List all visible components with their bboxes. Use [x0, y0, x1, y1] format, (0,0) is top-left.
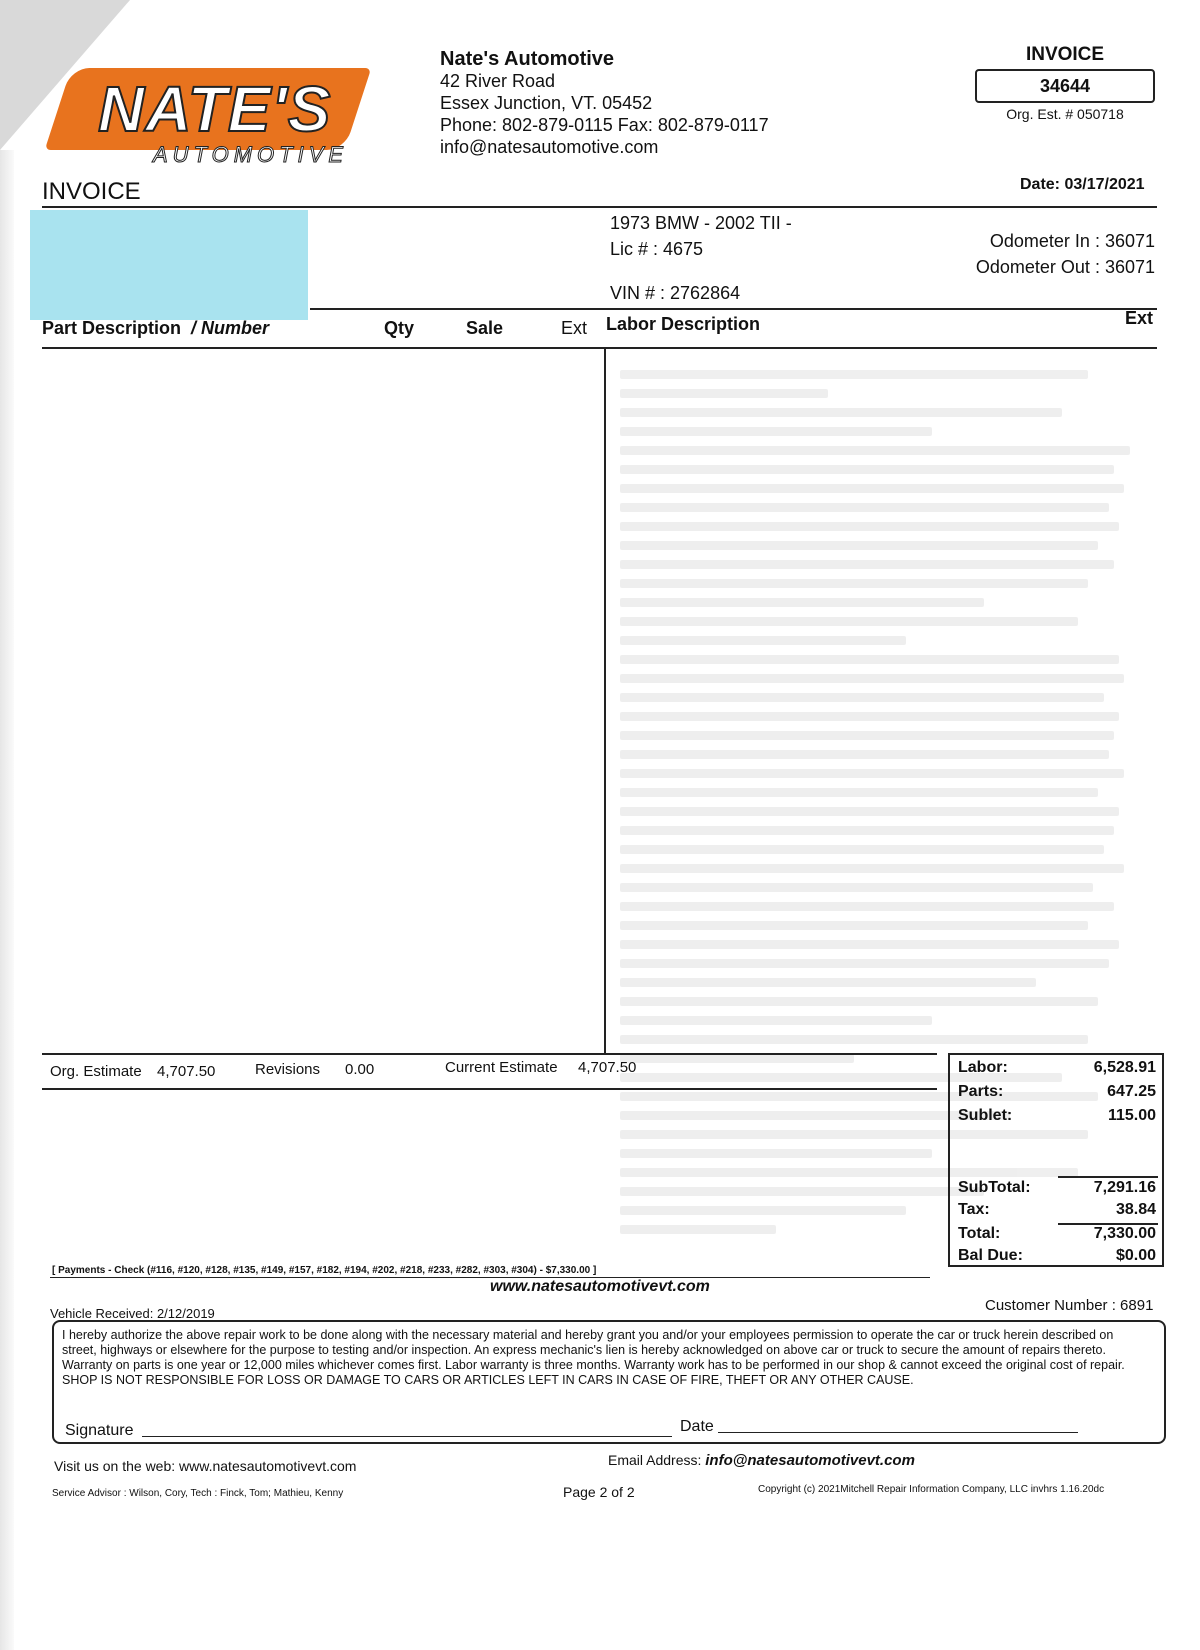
- totals-separator: [1058, 1176, 1158, 1178]
- invoice-number-block: [975, 44, 1155, 122]
- col-sale: Sale: [466, 318, 504, 338]
- logo-subtitle: AUTOMOTIVE: [153, 142, 349, 167]
- revisions-value: 0.00: [345, 1061, 375, 1078]
- subtotal-value: 7,291.16: [1093, 1179, 1156, 1196]
- balance-due-value: $0.00: [1115, 1247, 1156, 1264]
- parts-label: Parts:: [958, 1083, 1004, 1100]
- company-logo: [58, 60, 378, 172]
- column-headers: [0, 308, 1200, 348]
- footer-email-value: info@natesautomotivevt.com: [705, 1452, 915, 1469]
- revisions-label: Revisions: [255, 1061, 321, 1078]
- divider: [42, 206, 1157, 208]
- invoice-title: INVOICE: [42, 178, 141, 205]
- shop-info: [440, 48, 769, 158]
- col-part-description: Part Description: [42, 318, 182, 338]
- vehicle-description: 1973 BMW - 2002 TII -: [610, 213, 792, 233]
- invoice-number: 34644: [975, 69, 1155, 103]
- odometer-in: Odometer In : 36071: [989, 231, 1155, 251]
- vehicle-info: [610, 210, 792, 306]
- redacted-customer-info: [30, 210, 308, 320]
- authorization-terms: I hereby authorize the above repair work to be done along with the necessary material and hereby grant you and/or your employees permission to operate the car or truck herein described on street, highways or elsewhere for the purpose to testing and/or inspection. An express mechanic's lien is hereby acknowledged on above car or truck to secure the amount of repairs thereto. Warranty on parts is one year or 12,000 miles whichever comes first. Labor warranty is three months. Warranty work has to be performed in our shop & cannot exceed the original cost of repair. SHOP IS NOT RESPONSIBLE FOR LOSS OR DAMAGE TO CARS OR ARTICLES LEFT IN CARS IN CASE OF FIRE, THEFT OR ANY OTHER CAUSE.: [62, 1328, 1125, 1387]
- col-qty: Qty: [384, 318, 415, 338]
- org-estimate-label: Org. Estimate: [50, 1063, 142, 1080]
- vehicle-received-date: Vehicle Received: 2/12/2019: [50, 1306, 215, 1321]
- total-row: [958, 1225, 1156, 1247]
- invoice-date: Date: 03/17/2021: [1020, 176, 1145, 193]
- signature-date-label: Date: [680, 1418, 714, 1435]
- vin-number: VIN # : 2762864: [610, 283, 741, 303]
- current-estimate-label: Current Estimate: [445, 1059, 558, 1076]
- org-estimate-number: Org. Est. # 050718: [1006, 106, 1124, 122]
- tax-label: Tax:: [958, 1201, 990, 1218]
- customer-number: Customer Number : 6891: [985, 1297, 1154, 1314]
- sublet-total-row: [958, 1107, 1156, 1129]
- col-labor-ext: Ext: [1125, 308, 1154, 328]
- shop-address-line2: Essex Junction, VT. 05452: [440, 93, 653, 113]
- tax-row: [958, 1201, 1156, 1223]
- page-number: Page 2 of 2: [563, 1484, 635, 1500]
- col-labor-description: Labor Description: [606, 314, 761, 334]
- balance-due-label: Bal Due:: [958, 1247, 1023, 1264]
- balance-due-row: [958, 1247, 1156, 1269]
- subtotal-label: SubTotal:: [958, 1179, 1031, 1196]
- tax-value: 38.84: [1115, 1201, 1156, 1218]
- totals-box: [948, 1053, 1164, 1267]
- parts-value: 647.25: [1107, 1083, 1156, 1100]
- invoice-label: INVOICE: [1025, 44, 1105, 65]
- subtotal-row: [958, 1179, 1156, 1201]
- col-ext: Ext: [561, 318, 588, 338]
- sublet-label: Sublet:: [958, 1107, 1013, 1124]
- footer-website: Visit us on the web: www.natesautomotivevt.com: [54, 1458, 357, 1474]
- service-advisor-line: Service Advisor : Wilson, Cory, Tech : Finck, Tom; Mathieu, Kenny: [52, 1488, 344, 1499]
- copyright-line: Copyright (c) 2021Mitchell Repair Information Company, LLC invhrs 1.16.20dc: [758, 1484, 1105, 1495]
- signature-line: [142, 1436, 672, 1437]
- parts-total-row: [958, 1083, 1156, 1105]
- scan-edge-shadow: [0, 150, 14, 1650]
- total-value: 7,330.00: [1093, 1225, 1156, 1242]
- labor-total-row: [958, 1059, 1156, 1081]
- license-number: Lic # : 4675: [610, 239, 704, 259]
- signature-date-line: [718, 1432, 1078, 1433]
- footer-email-label: Email Address:: [608, 1452, 706, 1468]
- labor-value: 6,528.91: [1093, 1059, 1156, 1076]
- current-estimate-value: 4,707.50: [578, 1059, 637, 1076]
- footer-email: [608, 1452, 915, 1469]
- labor-label: Labor:: [958, 1059, 1008, 1076]
- shop-address-line1: 42 River Road: [440, 71, 556, 91]
- odometer-out: Odometer Out : 36071: [975, 257, 1155, 277]
- shop-phone-fax: Phone: 802-879-0115 Fax: 802-879-0117: [440, 115, 769, 135]
- org-estimate-value: 4,707.50: [157, 1063, 216, 1080]
- shop-name: Nate's Automotive: [440, 48, 615, 70]
- shop-email: info@natesautomotive.com: [440, 137, 659, 157]
- odometer-info: [960, 228, 1155, 280]
- col-part-number: / Number: [191, 318, 270, 338]
- sublet-value: 115.00: [1107, 1107, 1156, 1124]
- divider: [310, 308, 1157, 310]
- signature-label: Signature: [65, 1422, 134, 1439]
- divider: [42, 347, 1157, 349]
- column-divider: [604, 348, 606, 1053]
- website-url: www.natesautomotivevt.com: [490, 1278, 710, 1295]
- divider: [42, 1053, 937, 1055]
- payments-line: [ Payments - Check (#116, #120, #128, #135, #149, #157, #182, #194, #202, #218, #233, #282, #303, #304) - $7,330.00 ]: [52, 1265, 597, 1276]
- logo-wordmark: NATE'S: [98, 73, 332, 145]
- divider: [42, 1088, 937, 1090]
- total-label: Total:: [958, 1225, 1001, 1242]
